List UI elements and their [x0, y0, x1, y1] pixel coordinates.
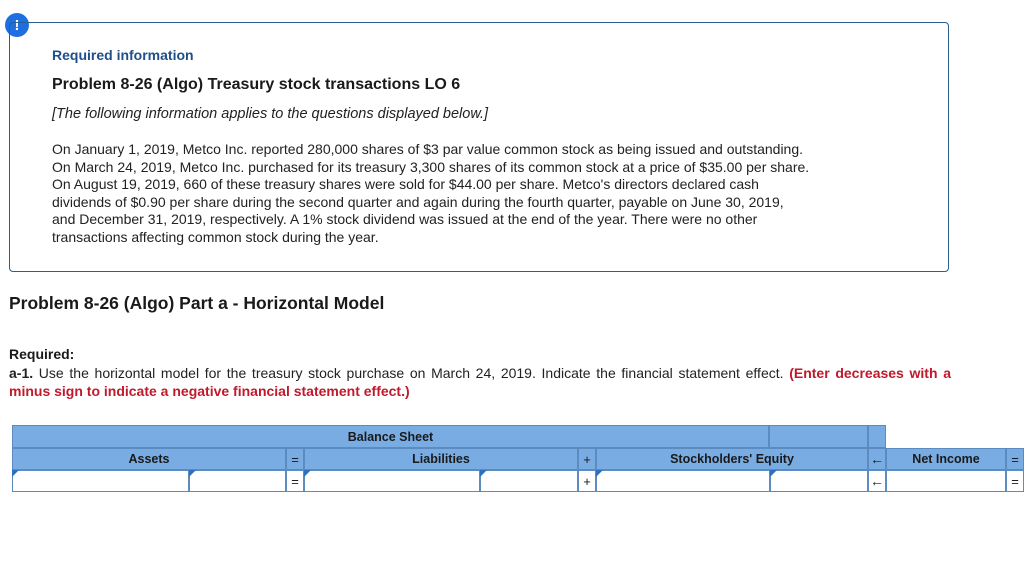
equals-label: =: [291, 451, 299, 467]
stockholders-equity-input-1[interactable]: [596, 470, 770, 492]
net-income-label: Net Income: [912, 452, 980, 466]
problem-title: Problem 8-26 (Algo) Treasury stock transactions LO 6: [52, 76, 461, 93]
input-marker: [12, 470, 19, 477]
assets-header: [12, 448, 286, 470]
arrow-label: ←: [870, 473, 884, 489]
instruction-prefix: a-1.: [9, 365, 34, 381]
liabilities-input-cell: [304, 470, 480, 492]
part-title: Problem 8-26 (Algo) Part a - Horizontal Model: [9, 293, 385, 313]
left-arrow-icon: [868, 470, 886, 492]
equals-label: =: [291, 473, 299, 489]
equals-label: =: [1011, 451, 1019, 467]
header-spacer: [868, 425, 886, 448]
assets-input-cell: [189, 470, 286, 492]
instruction-body: Use the horizontal model for the treasury stock purchase on March 24, 2019. Indicate the financial statement effect.: [33, 365, 790, 381]
balance-sheet-header: [12, 425, 769, 448]
net-income-header: [886, 448, 1006, 470]
assets-label: Assets: [128, 452, 170, 466]
balance-sheet-label: Balance Sheet: [347, 429, 434, 444]
assets-input-1[interactable]: [12, 470, 189, 492]
liabilities-input-1[interactable]: [304, 470, 480, 492]
liabilities-input-2[interactable]: [480, 470, 578, 492]
plus-label: +: [583, 451, 591, 467]
description-line: and December 31, 2019, respectively. A 1% stock dividend was issued at the end of the year. There were no other: [52, 211, 758, 227]
instruction-emphasis: (Enter decreases with a minus sign to indicate a negative financial statement effect.): [9, 365, 951, 399]
plus-sign: [578, 448, 596, 470]
input-marker: [770, 470, 777, 477]
equity-input-cell: [596, 470, 770, 492]
required-information-heading: Required information: [52, 47, 194, 63]
liabilities-label: Liabilities: [412, 452, 470, 466]
required-label: Required:: [9, 346, 75, 362]
stockholders-equity-input-2[interactable]: [770, 470, 868, 492]
input-marker: [304, 470, 311, 477]
description-line: transactions affecting common stock during the year.: [52, 228, 379, 245]
description-line: On January 1, 2019, Metco Inc. reported 280,000 shares of $3 par value common stock as being issued and outstanding.: [52, 141, 804, 157]
stockholders-equity-label: Stockholders' Equity: [670, 452, 794, 466]
description-line: dividends of $0.90 per share during the second quarter and again during the fourth quarter, payable on June 30, 2019,: [52, 193, 784, 210]
header-spacer: [769, 425, 868, 448]
instruction-text: [9, 364, 951, 400]
info-note: [The following information applies to the questions displayed below.]: [52, 106, 489, 122]
description-line: On August 19, 2019, 660 of these treasury shares were sold for $44.00 per share. Metco's directors declared cash: [52, 176, 759, 192]
assets-input-cell: [12, 470, 189, 492]
left-arrow-icon: [868, 448, 886, 470]
equity-input-cell: [770, 470, 868, 492]
plus-sign: [578, 470, 596, 492]
equals-label: =: [1011, 473, 1019, 489]
stockholders-equity-header: [596, 448, 868, 470]
arrow-label: ←: [870, 451, 884, 467]
liabilities-header: [304, 448, 578, 470]
liabilities-input-cell: [480, 470, 578, 492]
description-line: On March 24, 2019, Metco Inc. purchased for its treasury 3,300 shares of its common stock at a price of $35.00 per share.: [52, 158, 810, 175]
assets-input-2[interactable]: [189, 470, 286, 492]
net-income-input[interactable]: [886, 470, 1006, 492]
equals-sign: [286, 448, 304, 470]
equals-sign: [1006, 470, 1024, 492]
plus-label: +: [583, 473, 591, 489]
exclamation-icon: !: [5, 13, 29, 37]
input-marker: [596, 470, 603, 477]
input-marker: [189, 470, 196, 477]
problem-description: [52, 141, 922, 246]
input-marker: [480, 470, 487, 477]
equals-sign: [1006, 448, 1024, 470]
equals-sign: [286, 470, 304, 492]
header-blank: [886, 425, 1024, 448]
